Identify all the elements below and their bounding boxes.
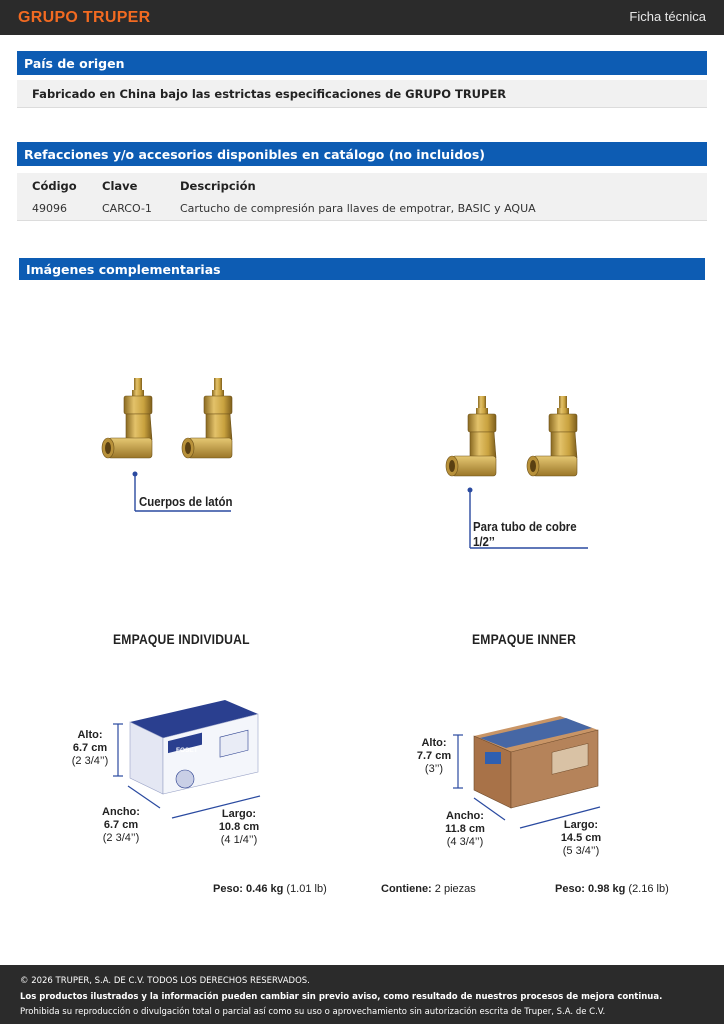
cell-code: 49096	[32, 202, 67, 215]
origin-text: Fabricado en China bajo las estrictas especificaciones de GRUPO TRUPER	[17, 80, 707, 108]
individual-box	[130, 700, 258, 794]
brand-logo: GRUPO TRUPER	[18, 9, 151, 26]
callout-copper-tube-line1: Para tubo de cobre	[473, 519, 577, 534]
spares-table	[17, 173, 707, 221]
brass-valve-right-2	[527, 396, 577, 476]
inner-package-title: EMPAQUE INNER	[472, 632, 577, 647]
col-header-code: Código	[32, 179, 77, 193]
col-header-description: Descripción	[180, 179, 256, 193]
inner-box	[474, 716, 598, 808]
footer-prohibition: Prohibida su reproducción o divulgación total o parcial así como su uso o aprovechamiento sin autorización escrita de Truper, S.A. de C.V.	[20, 1007, 606, 1017]
section-images-heading: Imágenes complementarias	[19, 258, 705, 280]
product-illustrations	[0, 282, 724, 962]
inner-width: Ancho: 11.8 cm (4 3/4’’)	[445, 810, 485, 848]
footer	[0, 965, 724, 1024]
individual-weight: Peso: 0.46 kg (1.01 lb)	[213, 883, 327, 895]
callout-copper-tube-line2: 1/2’’	[473, 534, 495, 549]
inner-contents: Contiene: 2 piezas	[381, 883, 476, 895]
top-bar	[0, 0, 724, 35]
callout-brass-bodies: Cuerpos de latón	[139, 494, 233, 509]
individual-height: Alto: 6.7 cm (2 3/4’’)	[71, 729, 109, 767]
footer-notice: Los productos ilustrados y la información pueden cambiar sin previo aviso, como resultado de nuestros procesos de mejora continua.	[20, 991, 663, 1002]
inner-weight: Peso: 0.98 kg (2.16 lb)	[555, 883, 669, 895]
cell-description: Cartucho de compresión para llaves de empotrar, BASIC y AQUA	[180, 202, 536, 215]
footer-copyright: © 2026 TRUPER, S.A. DE C.V. TODOS LOS DERECHOS RESERVADOS.	[20, 976, 310, 986]
complementary-images	[0, 282, 724, 962]
individual-width: Ancho: 6.7 cm (2 3/4’’)	[102, 806, 140, 844]
individual-length: Largo: 10.8 cm (4 1/4’’)	[218, 808, 260, 846]
brass-valve-left-2	[182, 378, 232, 458]
document-type: Ficha técnica	[629, 9, 706, 24]
inner-length: Largo: 14.5 cm (5 3/4’’)	[560, 819, 602, 857]
section-origin-heading: País de origen	[17, 51, 707, 75]
box-brand-label: FOSET	[176, 747, 198, 754]
inner-height: Alto: 7.7 cm (3’’)	[416, 737, 452, 775]
cell-key: CARCO-1	[102, 202, 152, 215]
brass-valve-left-1	[102, 378, 152, 458]
section-spares-heading: Refacciones y/o accesorios disponibles en catálogo (no incluidos)	[17, 142, 707, 166]
col-header-key: Clave	[102, 179, 138, 193]
callout-copper-tube	[473, 519, 577, 549]
brass-valve-right-1	[446, 396, 496, 476]
individual-package-title: EMPAQUE INDIVIDUAL	[113, 632, 250, 647]
